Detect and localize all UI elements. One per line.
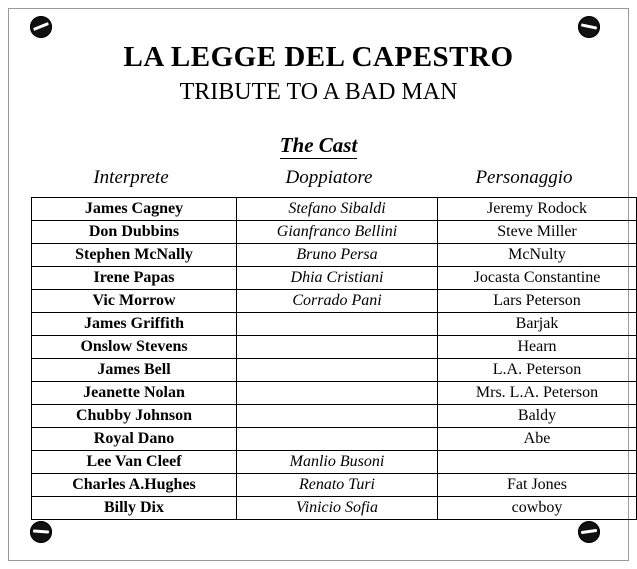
page-subtitle: TRIBUTE TO A BAD MAN xyxy=(179,79,458,105)
table-row xyxy=(32,290,637,313)
screw-icon xyxy=(30,521,52,543)
cell-character: Jocasta Constantine xyxy=(438,267,637,290)
cell-character: McNulty xyxy=(438,244,637,267)
column-headers xyxy=(31,167,621,189)
cell-voice xyxy=(237,313,438,336)
screw-slot xyxy=(33,22,49,31)
section-heading-text: The Cast xyxy=(279,133,358,157)
cell-character: Baldy xyxy=(438,405,637,428)
cell-character: Barjak xyxy=(438,313,637,336)
cell-voice: Bruno Persa xyxy=(237,244,438,267)
table-row xyxy=(32,405,637,428)
cell-character xyxy=(438,451,637,474)
column-header-doppiatore: Doppiatore xyxy=(285,167,373,188)
cell-character: Mrs. L.A. Peterson xyxy=(438,382,637,405)
table-row xyxy=(32,451,637,474)
table-row xyxy=(32,244,637,267)
cell-character: Steve Miller xyxy=(438,221,637,244)
cell-actor: Don Dubbins xyxy=(32,221,237,244)
cell-character: Hearn xyxy=(438,336,637,359)
cell-voice xyxy=(237,382,438,405)
cell-voice: Renato Turi xyxy=(237,474,438,497)
table-row xyxy=(32,198,637,221)
page-title: LA LEGGE DEL CAPESTRO xyxy=(123,41,514,73)
cell-voice: Gianfranco Bellini xyxy=(237,221,438,244)
cell-actor: Onslow Stevens xyxy=(32,336,237,359)
cell-voice: Stefano Sibaldi xyxy=(237,198,438,221)
cell-actor: Stephen McNally xyxy=(32,244,237,267)
cell-actor: Billy Dix xyxy=(32,497,237,520)
column-header-personaggio: Personaggio xyxy=(475,167,573,188)
table-row xyxy=(32,382,637,405)
table-row xyxy=(32,336,637,359)
cell-actor: Charles A.Hughes xyxy=(32,474,237,497)
column-header-interprete: Interprete xyxy=(93,167,169,188)
table-row xyxy=(32,428,637,451)
cell-actor: James Cagney xyxy=(32,198,237,221)
cast-table-body xyxy=(32,198,637,520)
cell-actor: James Griffith xyxy=(32,313,237,336)
cell-actor: Irene Papas xyxy=(32,267,237,290)
cell-actor: James Bell xyxy=(32,359,237,382)
cell-voice xyxy=(237,405,438,428)
screw-icon xyxy=(578,16,600,38)
table-row xyxy=(32,497,637,520)
cell-actor: Jeanette Nolan xyxy=(32,382,237,405)
cell-character: cowboy xyxy=(438,497,637,520)
document-sheet xyxy=(8,8,629,561)
cast-table xyxy=(31,197,637,520)
section-heading xyxy=(9,133,628,158)
cell-character: Abe xyxy=(438,428,637,451)
cell-voice: Manlio Busoni xyxy=(237,451,438,474)
cell-voice: Corrado Pani xyxy=(237,290,438,313)
cell-voice xyxy=(237,428,438,451)
cell-voice: Vinicio Sofia xyxy=(237,497,438,520)
cell-character: Fat Jones xyxy=(438,474,637,497)
table-row xyxy=(32,474,637,497)
cell-character: L.A. Peterson xyxy=(438,359,637,382)
cell-voice: Dhia Cristiani xyxy=(237,267,438,290)
screw-icon xyxy=(578,521,600,543)
screw-icon xyxy=(30,16,52,38)
table-row xyxy=(32,313,637,336)
table-row xyxy=(32,359,637,382)
cell-actor: Lee Van Cleef xyxy=(32,451,237,474)
table-row xyxy=(32,221,637,244)
cell-voice xyxy=(237,336,438,359)
cell-voice xyxy=(237,359,438,382)
screw-slot xyxy=(581,23,597,29)
screw-slot xyxy=(581,529,597,534)
cell-actor: Vic Morrow xyxy=(32,290,237,313)
cell-character: Lars Peterson xyxy=(438,290,637,313)
cell-actor: Chubby Johnson xyxy=(32,405,237,428)
cell-actor: Royal Dano xyxy=(32,428,237,451)
cell-character: Jeremy Rodock xyxy=(438,198,637,221)
screw-slot xyxy=(33,529,49,533)
table-row xyxy=(32,267,637,290)
